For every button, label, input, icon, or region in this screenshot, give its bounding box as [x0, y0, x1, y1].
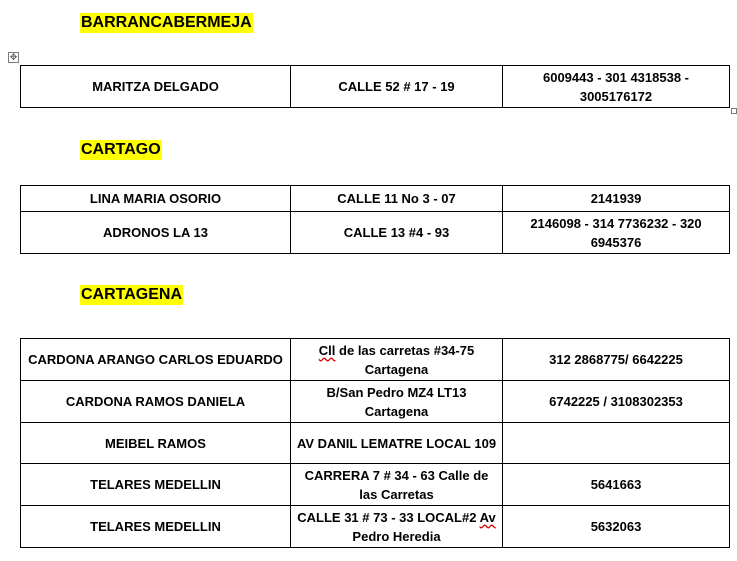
address-part: de las carretas #34-75 Cartagena [335, 342, 475, 377]
contact-address: CALLE 52 # 17 - 19 [291, 66, 503, 108]
contact-name: CARDONA RAMOS DANIELA [21, 381, 291, 423]
contact-address: CARRERA 7 # 34 - 63 Calle de las Carretas [291, 464, 503, 506]
contact-phone: 5632063 [503, 506, 730, 548]
city-heading-cartago: CARTAGO [81, 141, 161, 158]
contact-phone: 312 2868775/ 6642225 [503, 339, 730, 381]
contact-address: AV DANIL LEMATRE LOCAL 109 [291, 423, 503, 464]
table-row [21, 381, 730, 423]
contact-phone [503, 423, 730, 464]
contact-phone: 6742225 / 3108302353 [503, 381, 730, 423]
table-row [21, 464, 730, 506]
contact-table-cartagena [20, 338, 730, 548]
contact-address [291, 506, 503, 548]
address-part-spellcheck: Av [479, 509, 496, 525]
city-heading-barrancabermeja: BARRANCABERMEJA [81, 14, 252, 31]
table-row [21, 339, 730, 381]
table-resize-handle-icon[interactable] [731, 108, 737, 114]
contact-table-barrancabermeja [20, 65, 730, 108]
table-row [21, 66, 730, 108]
contact-phone: 2146098 - 314 7736232 - 320 6945376 [503, 212, 730, 254]
table-row [21, 212, 730, 254]
table-row [21, 186, 730, 212]
contact-name: MARITZA DELGADO [21, 66, 291, 108]
table-row [21, 506, 730, 548]
table-row [21, 423, 730, 464]
contact-phone: 5641663 [503, 464, 730, 506]
contact-name: TELARES MEDELLIN [21, 464, 291, 506]
contact-address: B/San Pedro MZ4 LT13 Cartagena [291, 381, 503, 423]
contact-name: TELARES MEDELLIN [21, 506, 291, 548]
address-part: Pedro Heredia [352, 528, 441, 544]
table-move-handle-icon[interactable]: ✥ [9, 52, 18, 62]
contact-name: ADRONOS LA 13 [21, 212, 291, 254]
contact-name: LINA MARIA OSORIO [21, 186, 291, 212]
contact-address [291, 339, 503, 381]
contact-name: CARDONA ARANGO CARLOS EDUARDO [21, 339, 291, 381]
contact-address: CALLE 11 No 3 - 07 [291, 186, 503, 212]
address-part: CALLE 31 # 73 - 33 LOCAL#2 [297, 509, 480, 525]
address-part-spellcheck: Cll [318, 342, 336, 358]
contact-table-cartago [20, 185, 730, 254]
contact-name: MEIBEL RAMOS [21, 423, 291, 464]
contact-phone: 2141939 [503, 186, 730, 212]
city-heading-cartagena: CARTAGENA [81, 286, 183, 303]
contact-phone: 6009443 - 301 4318538 - 3005176172 [503, 66, 730, 108]
contact-address: CALLE 13 #4 - 93 [291, 212, 503, 254]
